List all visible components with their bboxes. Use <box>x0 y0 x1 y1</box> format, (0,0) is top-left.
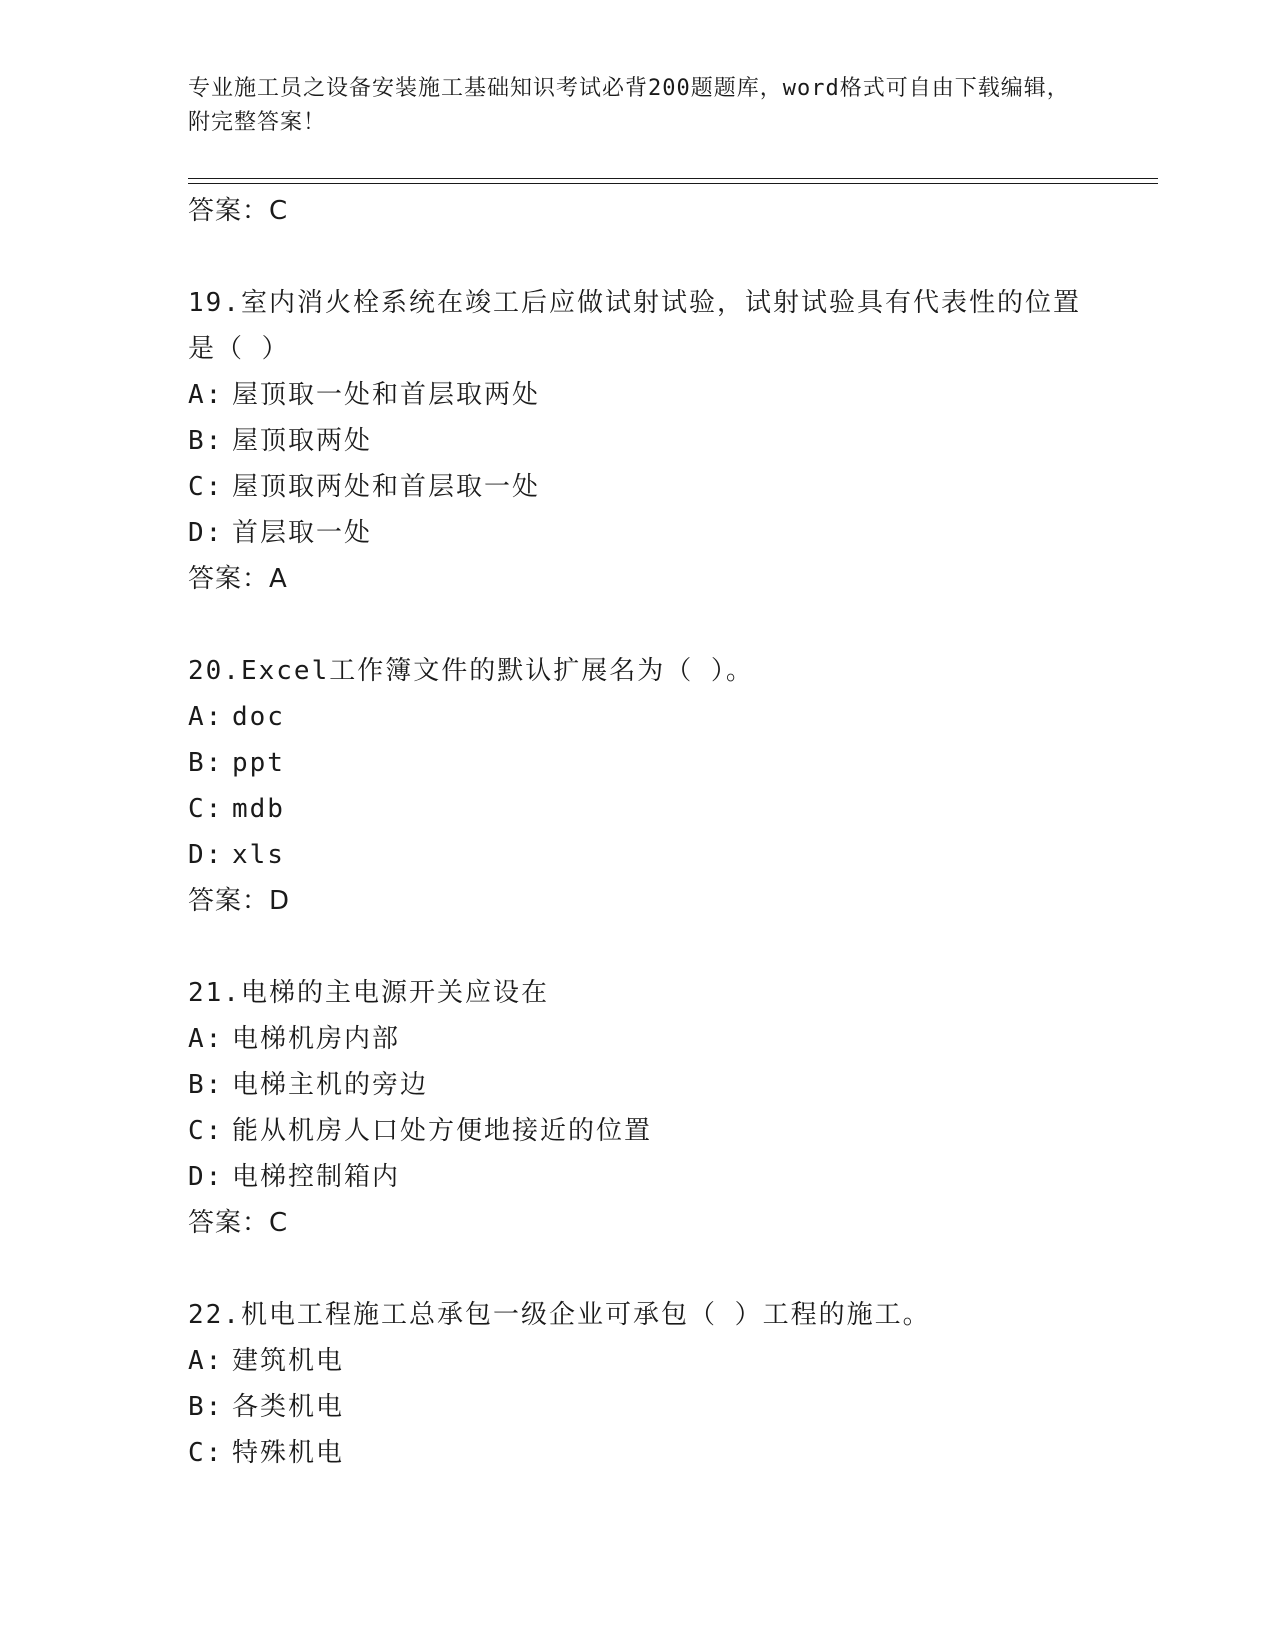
document-body <box>188 188 1088 1476</box>
question-22-option-a <box>188 1338 1088 1384</box>
option-text: mdb <box>232 794 285 824</box>
answer-21: 答案：C <box>188 1208 289 1238</box>
option-text: 电梯控制箱内 <box>232 1162 401 1192</box>
question-19-text: 19.室内消火栓系统在竣工后应做试射试验，试射试验具有代表性的位置是（ ） <box>188 288 1081 364</box>
spacer <box>188 1246 1088 1292</box>
spacer <box>188 234 1088 280</box>
option-label: C: <box>188 472 224 502</box>
option-text: xls <box>232 840 285 870</box>
option-label: B: <box>188 748 224 778</box>
option-text: 屋顶取两处和首层取一处 <box>232 472 541 502</box>
question-19-option-c <box>188 464 1088 510</box>
answer-20: 答案：D <box>188 886 291 916</box>
option-text: 屋顶取一处和首层取两处 <box>232 380 541 410</box>
question-21-option-c <box>188 1108 1088 1154</box>
option-text: doc <box>232 702 285 732</box>
option-text: 电梯机房内部 <box>232 1024 401 1054</box>
option-text: 建筑机电 <box>232 1346 345 1376</box>
question-22-text: 22.机电工程施工总承包一级企业可承包（ ）工程的施工。 <box>188 1300 931 1330</box>
question-21-option-d <box>188 1154 1088 1200</box>
question-21-text: 21.电梯的主电源开关应设在 <box>188 978 549 1008</box>
option-text: 首层取一处 <box>232 518 373 548</box>
question-20-option-b <box>188 740 1088 786</box>
option-text: 能从机房人口处方便地接近的位置 <box>232 1116 653 1146</box>
question-19-option-d <box>188 510 1088 556</box>
option-text: ppt <box>232 748 285 778</box>
option-label: D: <box>188 1162 224 1192</box>
option-label: B: <box>188 426 224 456</box>
question-21-option-a <box>188 1016 1088 1062</box>
question-20-option-a <box>188 694 1088 740</box>
option-label: C: <box>188 1438 224 1468</box>
question-19-option-a <box>188 372 1088 418</box>
question-21-option-b <box>188 1062 1088 1108</box>
option-label: A: <box>188 380 224 410</box>
option-label: C: <box>188 1116 224 1146</box>
question-19-option-b <box>188 418 1088 464</box>
option-label: A: <box>188 1346 224 1376</box>
option-label: D: <box>188 518 224 548</box>
question-22-option-b <box>188 1384 1088 1430</box>
option-text: 特殊机电 <box>232 1438 345 1468</box>
option-label: D: <box>188 840 224 870</box>
spacer <box>188 924 1088 970</box>
question-22-option-c <box>188 1430 1088 1476</box>
option-label: C: <box>188 794 224 824</box>
option-text: 各类机电 <box>232 1392 345 1422</box>
header-divider-bottom <box>188 183 1158 184</box>
question-20-text: 20.Excel工作簿文件的默认扩展名为（ ）。 <box>188 656 754 686</box>
option-label: A: <box>188 1024 224 1054</box>
option-label: A: <box>188 702 224 732</box>
option-label: B: <box>188 1392 224 1422</box>
question-20-option-c <box>188 786 1088 832</box>
document-header: 专业施工员之设备安装施工基础知识考试必背200题题库，word格式可自由下载编辑，附完整答案！ <box>188 76 1070 135</box>
option-label: B: <box>188 1070 224 1100</box>
answer-18: 答案：C <box>188 196 289 226</box>
header-divider-top <box>188 178 1158 179</box>
option-text: 电梯主机的旁边 <box>232 1070 429 1100</box>
option-text: 屋顶取两处 <box>232 426 373 456</box>
spacer <box>188 602 1088 648</box>
answer-19: 答案：A <box>188 564 288 594</box>
question-20-option-d <box>188 832 1088 878</box>
